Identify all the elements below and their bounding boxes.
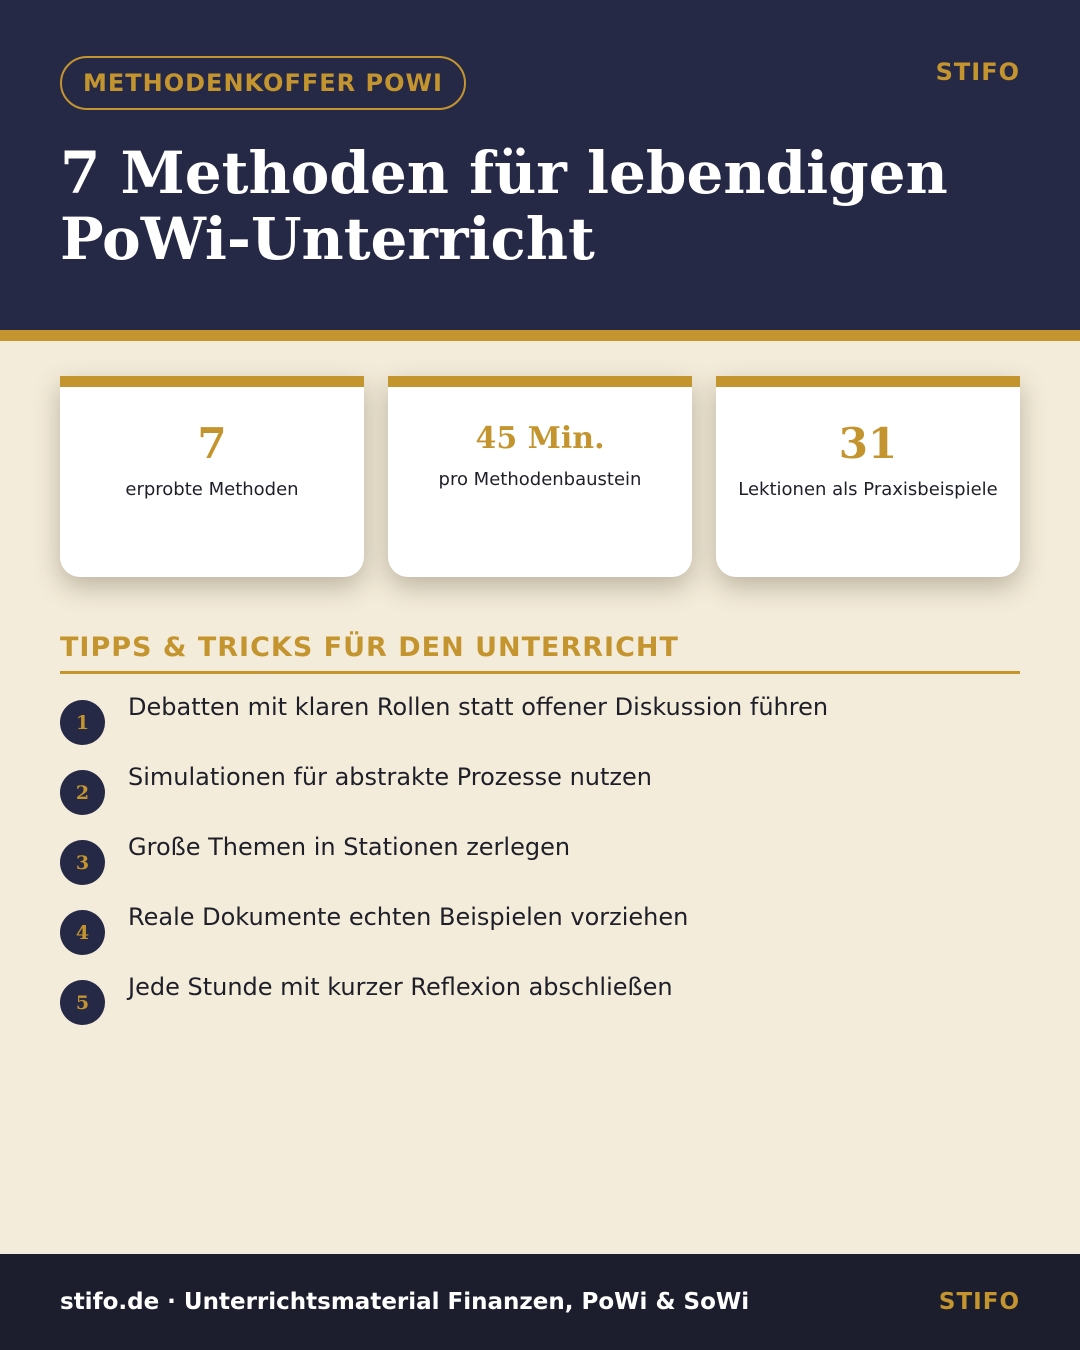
stat-card-methods: [60, 376, 364, 577]
brand-logo-footer: STIFO: [938, 1289, 1020, 1315]
footer-text: stifo.de · Unterrichtsmaterial Finanzen, PoWi & SoWi: [60, 1289, 750, 1315]
tip-item: [60, 763, 1020, 816]
stats-row: [60, 376, 1020, 577]
tip-text: Jede Stunde mit kurzer Reflexion abschließen: [128, 973, 673, 1001]
tip-text: Simulationen für abstrakte Prozesse nutzen: [128, 763, 652, 791]
tips-heading: TIPPS & TRICKS FÜR DEN UNTERRICHT: [60, 632, 679, 663]
tip-number-badge: 2: [60, 770, 105, 815]
stat-card-lessons: [716, 376, 1020, 577]
tip-text: Reale Dokumente echten Beispielen vorziehen: [128, 903, 689, 931]
tip-number-badge: 3: [60, 840, 105, 885]
tip-text: Debatten mit klaren Rollen statt offener Diskussion führen: [128, 693, 829, 721]
tip-number-badge: 4: [60, 910, 105, 955]
footer: [0, 1254, 1080, 1350]
stat-label: erprobte Methoden: [125, 479, 299, 500]
tip-number-badge: 5: [60, 980, 105, 1025]
tips-divider: [60, 671, 1020, 674]
tip-text: Große Themen in Stationen zerlegen: [128, 833, 571, 861]
header-divider: [0, 330, 1080, 341]
page-title: [60, 140, 1020, 272]
tip-number-badge: 1: [60, 700, 105, 745]
stat-value: 31: [838, 419, 898, 468]
brand-logo-top: STIFO: [935, 58, 1020, 86]
header: [0, 0, 1080, 330]
stat-value: 7: [197, 419, 227, 468]
tip-item: [60, 833, 1020, 886]
stat-label: Lektionen als Praxisbeispiele: [738, 479, 998, 500]
title-line-1: 7 Methoden für lebendigen: [60, 139, 948, 207]
title-line-2: PoWi-Unterricht: [60, 205, 595, 273]
stat-label: pro Methodenbaustein: [438, 469, 642, 490]
tip-item: [60, 973, 1020, 1026]
tip-item: [60, 693, 1020, 746]
tip-item: [60, 903, 1020, 956]
stat-card-duration: [388, 376, 692, 577]
category-badge: METHODENKOFFER POWI: [60, 56, 466, 110]
stat-value: 45 Min.: [475, 421, 605, 456]
